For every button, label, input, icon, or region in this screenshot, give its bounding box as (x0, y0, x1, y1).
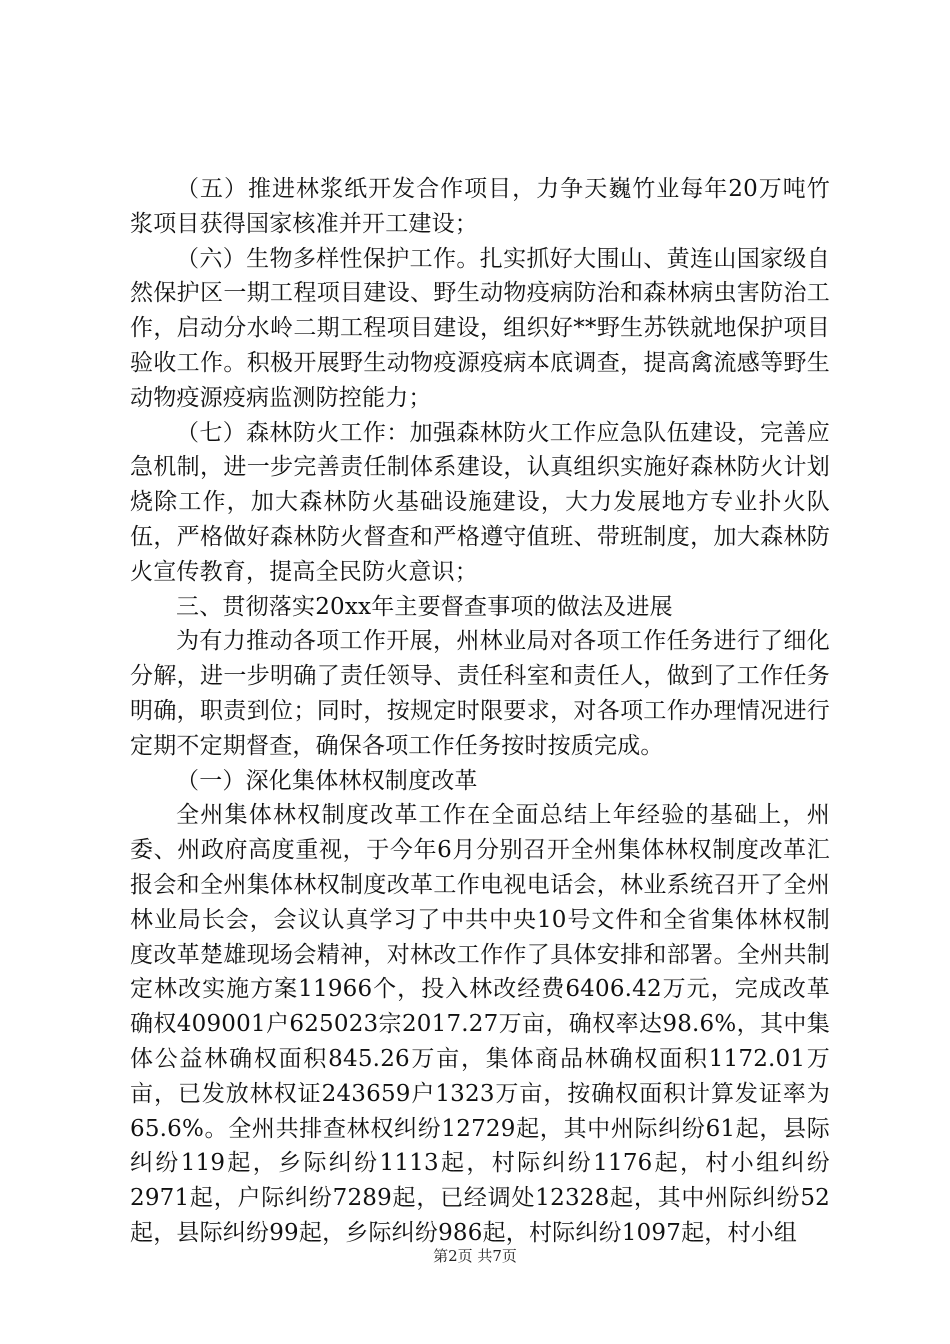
document-body (130, 172, 830, 1251)
paragraph-overview: 为有力推动各项工作开展，州林业局对各项工作任务进行了细化分解，进一步明确了责任领导、责任科室和责任人，做到了工作任务明确，职责到位；同时，按规定时限要求，对各项工作办理情况进行定期不定期督查，确保各项工作任务按时按质完成。 (130, 628, 830, 759)
paragraph-forest-reform: 全州集体林权制度改革工作在全面总结上年经验的基础上，州委、州政府高度重视，于今年6月分别召开全州集体林权制度改革汇报会和全州集体林权制度改革工作电视电话会，林业系统召开了全州林业局长会，会议认真学习了中共中央10号文件和全省集体林权制度改革楚雄现场会精神，对林改工作作了具体安排和部署。全州共制定林改实施方案11966个，投入林改经费6406.42万元，完成改革确权409001户625023宗2017.27万亩，确权率达98.6%，其中集体公益林确权面积845.26万亩，集体商品林确权面积1172.01万亩，已发放林权证243659户1323万亩，按确权面积计算发证率为65.6%。全州共排查林权纠纷12729起，其中州际纠纷61起，县际纠纷119起，乡际纠纷1113起，村际纠纷1176起，村小组纠纷2971起，户际纠纷7289起，已经调处12328起，其中州际纠纷52起，县际纠纷99起，乡际纠纷986起，村际纠纷1097起，村小组 (130, 802, 830, 1246)
paragraph-item-six: （六）生物多样性保护工作。扎实抓好大围山、黄连山国家级自然保护区一期工程项目建设、野生动物疫病防治和森林病虫害防治工作，启动分水岭二期工程项目建设，组织好**野生苏铁就地保护项目验收工作。积极开展野生动物疫源疫病本底调查，提高禽流感等野生动物疫源疫病监测防控能力； (130, 245, 830, 411)
section-heading: 三、贯彻落实20xx年主要督查事项的做法及进展 (176, 593, 673, 620)
paragraph-item-seven: （七）森林防火工作：加强森林防火工作应急队伍建设，完善应急机制，进一步完善责任制体系建设，认真组织实施好森林防火计划烧除工作，加大森林防火基础设施建设，大力发展地方专业扑火队伍，严格做好森林防火督查和严格遵守值班、带班制度，加大森林防火宣传教育，提高全民防火意识； (130, 419, 830, 585)
paragraph-item-five: （五）推进林浆纸开发合作项目，力争天巍竹业每年20万吨竹浆项目获得国家核准并开工建设； (130, 176, 830, 237)
page-footer: 第2页 共7页 (433, 1247, 517, 1265)
subsection-heading: （一）深化集体林权制度改革 (176, 767, 478, 794)
